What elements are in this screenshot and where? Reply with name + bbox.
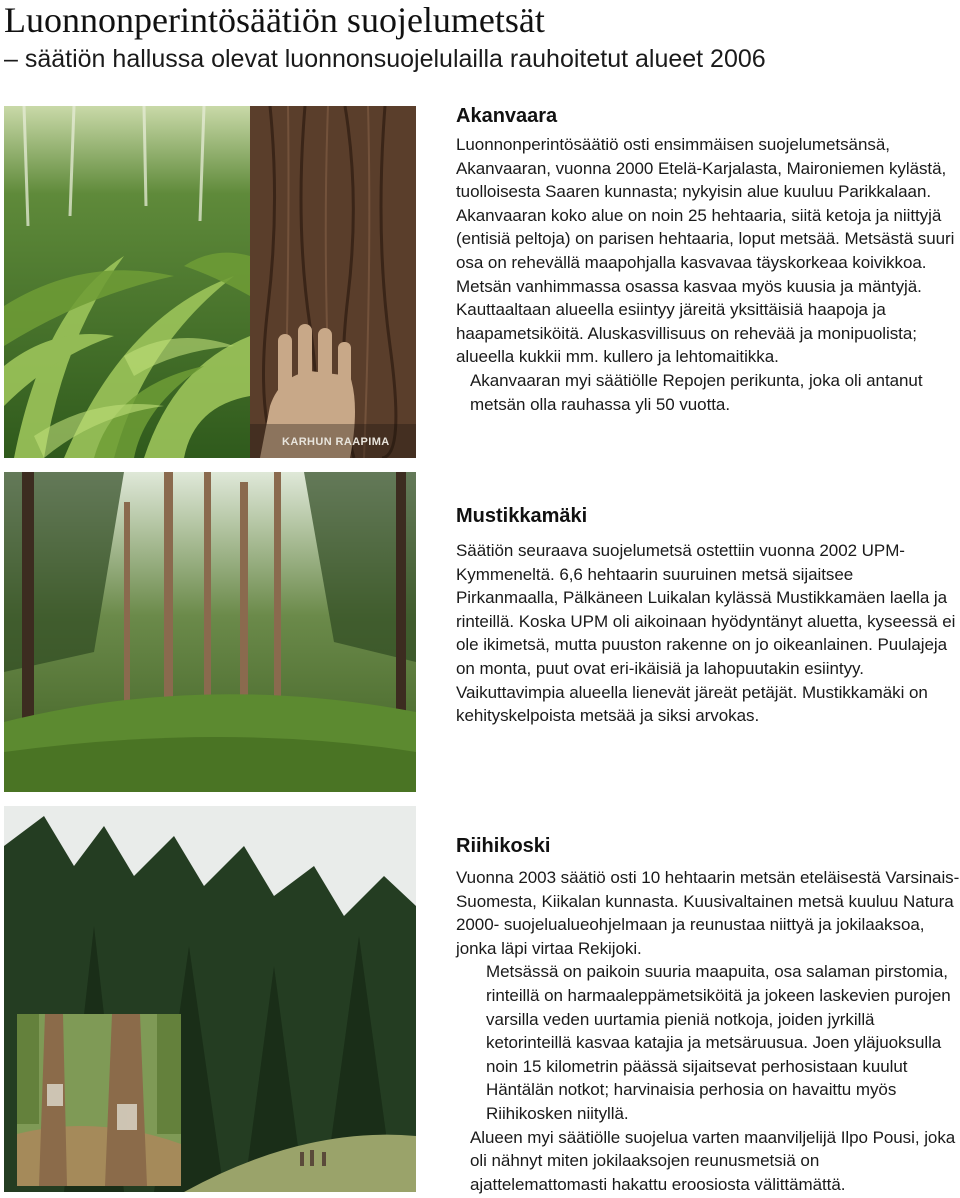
photo-caption: KARHUN RAAPIMA [282, 436, 390, 448]
page-subtitle: – säätiön hallussa olevat luonnonsuojelulailla rauhoitetut alueet 2006 [4, 45, 766, 73]
section-mustikkamaki [456, 504, 960, 728]
pine-forest-photo [4, 472, 416, 792]
aspen-trunks-photo [17, 1014, 181, 1186]
section-riihikoski [456, 834, 960, 1196]
section-paragraph: Metsässä on paikoin suuria maapuita, osa salaman pirstomia, rinteillä on harmaaleppämetsiköitä ja jokeen laskevien purojen varsilla veden uurtamia pieniä notkoja, joiden jyrkillä ketorinteillä kasvaa katajia ja metsäruusua. Joen yläjuoksulla noin 15 kilometrin päässä sijaitsevat perhosistaan kuulut Häntälän notkot; harvinaisia perhosia on havaittu myös Riihikosken niityllä. [486, 962, 951, 1123]
section-paragraph: Luonnonperintösäätiö osti ensimmäisen suojelumetsänsä, Akanvaaran, vuonna 2000 Etelä-Karjalasta, Maironiemen kylästä, tuolloisesta Saaren kunnasta; nykyisin alue kuuluu Parikkalaan. Akanvaaran koko alue on noin 25 hehtaaria, siitä ketoja ja niittyjä (entisiä peltoja) on parisen hehtaaria, loput metsää. Metsästä suuri osa on rehevällä maapohjalla kasvavaa täyskorkeaa koivikkoa. Metsän vanhimmassa osassa kasvaa myös kuusia ja mäntyjä. Kauttaaltaan alueella esiintyy järeitä yksittäisiä haapoja ja haapametsiköitä. Aluskasvillisuus on rehevää ja monipuolista; alueella kukkii mm. kullero ja lehtomaitikka. [456, 135, 955, 367]
section-heading: Akanvaara [456, 105, 558, 127]
page-title: Luonnonperintösäätiön suojelumetsät [4, 0, 545, 40]
section-paragraph: Alueen myi säätiölle suojelua varten maanviljelijä Ilpo Pousi, joka oli nähnyt miten jokilaaksojen reunusmetsiä on ajattelemattomasti hakattu eroosiosta välittämättä. [470, 1127, 956, 1194]
section-heading: Riihikoski [456, 835, 551, 857]
section-paragraph: Akanvaaran myi säätiölle Repojen perikunta, joka oli antanut metsän olla rauhassa yli 50 vuotta. [470, 370, 923, 414]
fern-forest-photo [4, 106, 250, 458]
section-akanvaara [456, 104, 960, 416]
section-paragraph: Säätiön seuraava suojelumetsä ostettiin vuonna 2002 UPM-Kymmeneltä. 6,6 hehtaarin suuruinen metsä sijaitsee Pirkanmaalla, Pälkäneen Luikalan kylässä Mustikkamäen laella ja rinteillä. Koska UPM oli aikoinaan hyödyntänyt aluetta, kyseessä ei ole ikimetsä, mutta puuston rakenne on jo oikeanlainen. Puulajeja on monta, puut ovat eri-ikäisiä ja lahopuutakin esiintyy. Vaikuttavimpia alueella lienevät järeät petäjät. Mustikkamäki on kehityskelpoista metsää ja siksi arvokas. [456, 541, 956, 726]
section-heading: Mustikkamäki [456, 505, 588, 527]
section-paragraph: Vuonna 2003 säätiö osti 10 hehtaarin metsän eteläisestä Varsinais-Suomesta, Kiikalan kunnasta. Kuusivaltainen metsä kuuluu Natura 2000- suojelualueohjelmaan ja reunustaa niittyä ja jokilaaksoa, jonka läpi virtaa Rekijoki. [456, 868, 960, 958]
tree-bark-hand-photo [250, 106, 416, 458]
